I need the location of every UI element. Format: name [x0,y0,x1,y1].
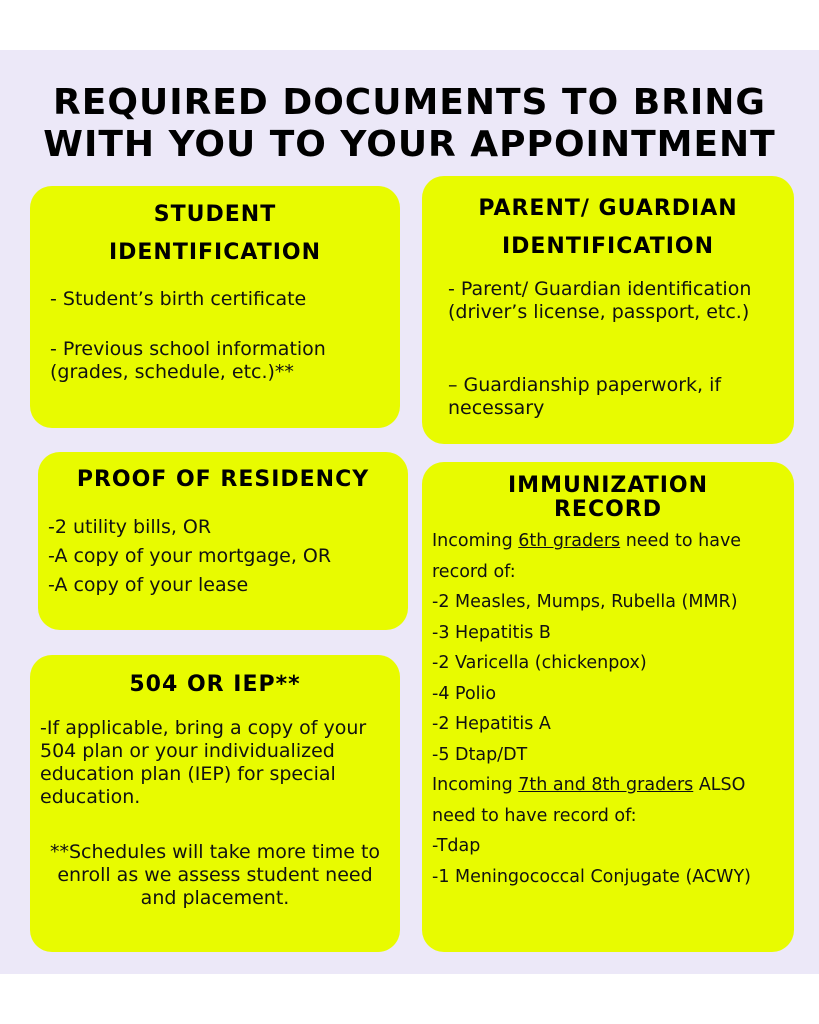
vaccine-item: -Tdap [432,836,481,856]
504-body: -If applicable, bring a copy of your 504 plan or your individualized education plan (IEP) for special education. [40,717,367,808]
student-id-item: - Student’s birth certificate [50,288,307,310]
heading-line: STUDENT [153,202,277,227]
vaccine-item: -2 Varicella (chickenpox) [432,653,647,673]
intro-text: Incoming [432,531,519,551]
504-or-iep-card [30,655,400,952]
title-line-1: REQUIRED DOCUMENTS TO BRING [53,82,766,123]
vaccine-item: -2 Measles, Mumps, Rubella (MMR) [432,592,738,612]
intro-text: Incoming [432,775,519,795]
504-or-iep-heading: 504 OR IEP** [129,672,301,697]
vaccine-item: -1 Meningococcal Conjugate (ACWY) [432,866,751,887]
immunization-heading [422,462,794,522]
vaccine-item: -2 Hepatitis A [432,714,551,734]
student-identification-card [30,186,400,428]
residency-item: -A copy of your mortgage, OR [48,545,332,567]
parent-guardian-identification-card [422,176,794,444]
grade-intro [432,770,787,831]
schedules-note: **Schedules will take more time to enroll as we assess student need and placement. [49,841,381,909]
vaccine-item: -4 Polio [432,683,497,704]
vaccine-item: -5 Dtap/DT [432,744,528,765]
parent-guardian-heading [422,176,794,266]
heading-line: RECORD [553,497,663,522]
residency-item: -A copy of your lease [48,574,249,596]
student-identification-heading [30,186,400,272]
vaccine-item: -3 Hepatitis B [432,622,551,643]
vaccine-list-additional [432,831,787,892]
grade-intro [432,526,787,587]
title-line-2: WITH YOU TO YOUR APPOINTMENT [43,124,776,165]
student-id-item: - Previous school information (grades, schedule, etc.)** [50,338,326,383]
heading-line: IMMUNIZATION [507,473,708,498]
immunization-record-card [422,462,794,952]
parent-id-item: – Guardianship paperwork, if necessary [448,374,722,419]
proof-of-residency-heading: PROOF OF RESIDENCY [76,467,370,492]
heading-line: IDENTIFICATION [501,234,715,259]
heading-line: PARENT/ GUARDIAN [478,196,738,221]
grade-6-label: 6th graders [518,531,621,551]
parent-id-item: - Parent/ Guardian identification (driver’s license, passport, etc.) [448,278,752,323]
heading-line: IDENTIFICATION [108,240,322,265]
proof-of-residency-card [38,452,408,630]
vaccine-list [432,587,787,770]
intro-text: ALSO need to have record of: [432,775,746,826]
intro-text: need to have record of: [432,531,742,582]
immunization-content [432,526,787,892]
residency-item: -2 utility bills, OR [48,516,212,538]
page-title [0,82,819,166]
grade-7-8-label: 7th and 8th graders [518,775,694,795]
